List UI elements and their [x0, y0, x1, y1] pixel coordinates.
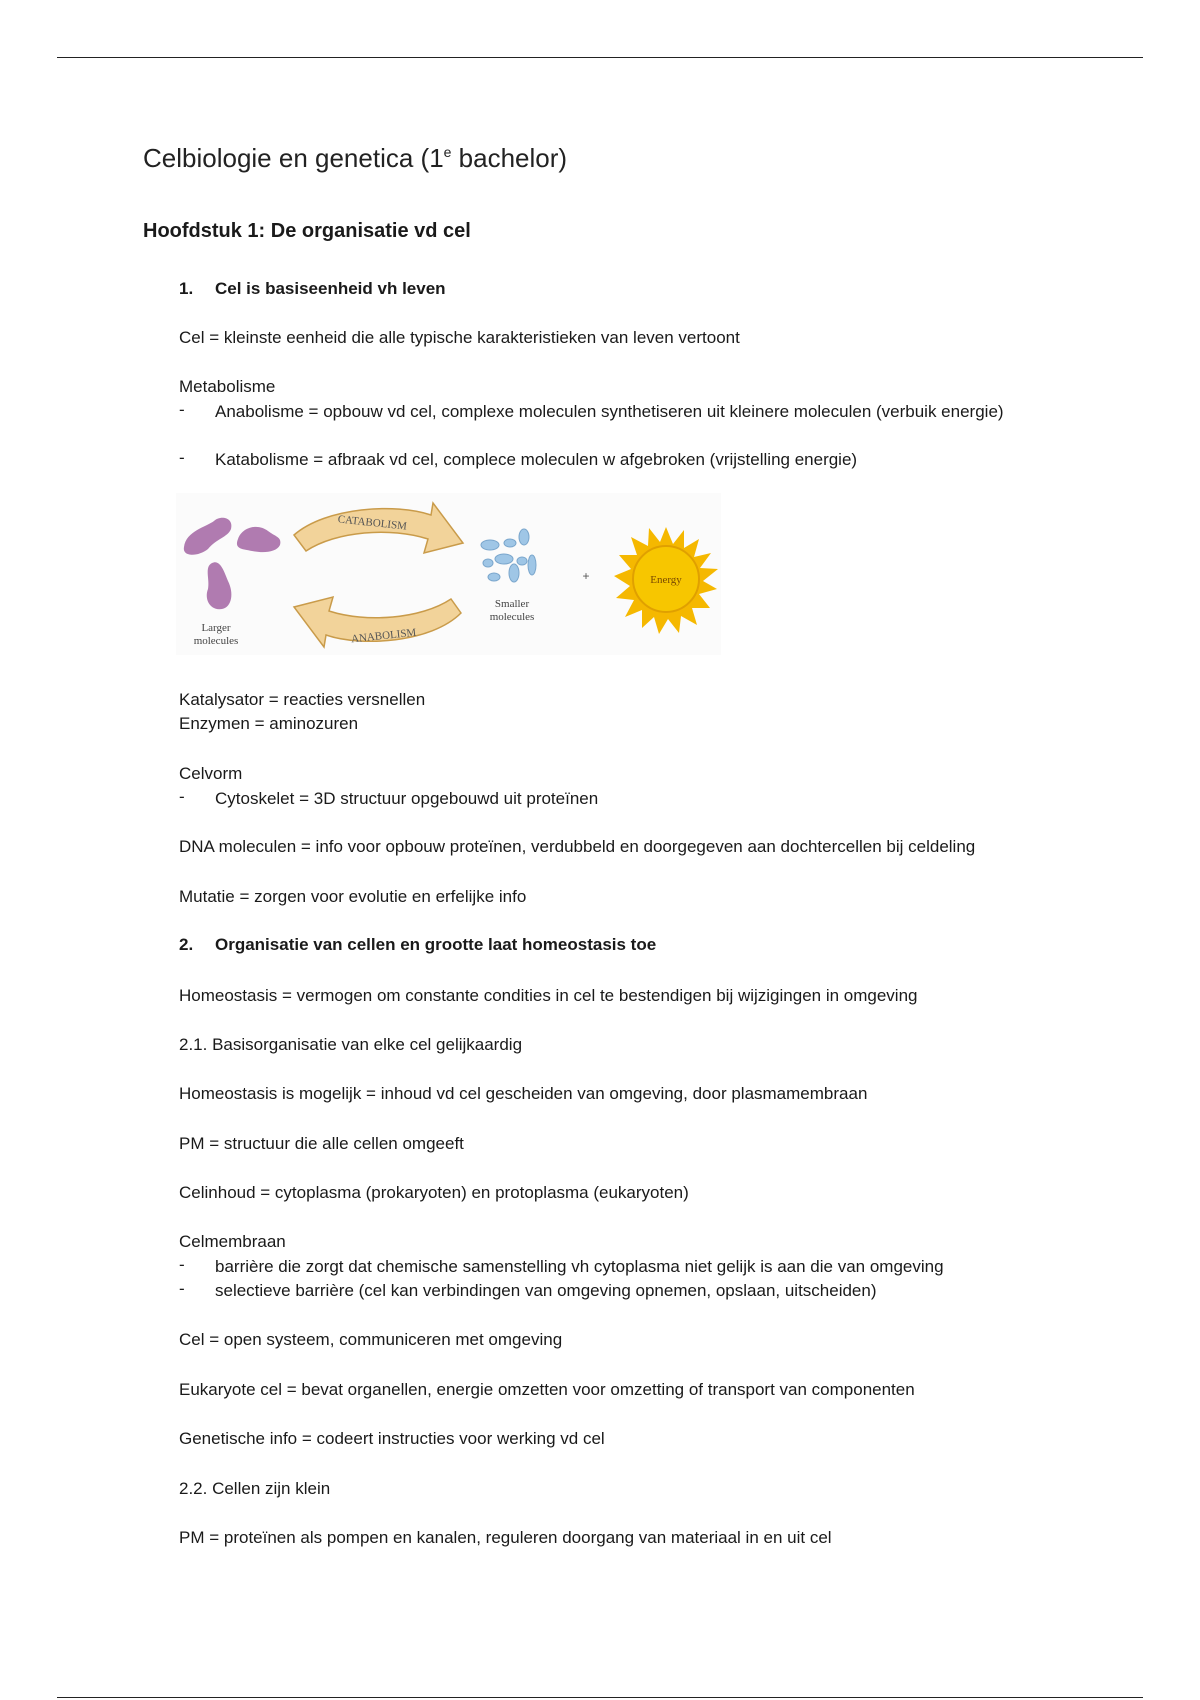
label-metabolisme: Metabolisme: [179, 377, 276, 396]
paragraph-open-systeem: Cel = open systeem, communiceren met omgeving: [179, 1330, 563, 1349]
larger-label-2: molecules: [193, 635, 239, 647]
paragraph-katalysator: Katalysator = reacties versnellen: [179, 690, 426, 709]
paragraph-pm: PM = structuur die alle cellen omgeeft: [179, 1134, 464, 1153]
paragraph-pm-proteinen: PM = proteïnen als pompen en kanalen, reguleren doorgang van materiaal in en uit cel: [179, 1528, 832, 1547]
label-celvorm: Celvorm: [179, 764, 243, 783]
larger-label-1: Larger: [201, 622, 231, 634]
bottom-rule: [57, 1697, 1143, 1698]
chapter-heading: Hoofdstuk 1: De organisatie vd cel: [143, 220, 471, 242]
energy-label: Energy: [650, 574, 682, 586]
list-item-barriere: - barrière die zorgt dat chemische samenstelling vh cytoplasma niet gelijk is aan die van omgeving: [179, 1255, 944, 1276]
paragraph-cel: Cel = kleinste eenheid die alle typische karakteristieken van leven vertoont: [179, 328, 740, 347]
smaller-label-2: molecules: [489, 611, 535, 623]
top-rule: [57, 57, 1143, 58]
anabolism-label: ANABOLISM: [350, 626, 417, 646]
document-title: Celbiologie en genetica (1e bachelor): [143, 143, 568, 173]
list-item-katabolisme: - Katabolisme = afbraak vd cel, complece moleculen w afgebroken (vrijstelling energie): [179, 448, 858, 469]
list-item-cytoskelet: - Cytoskelet = 3D structuur opgebouwd uit proteïnen: [179, 787, 599, 808]
metabolism-figure: [176, 493, 721, 655]
paragraph-enzymen: Enzymen = aminozuren: [179, 714, 359, 733]
paragraph-homeostasis: Homeostasis = vermogen om constante condities in cel te bestendigen bij wijzigingen in omgeving: [179, 986, 918, 1005]
subheading-2-2: 2.2. Cellen zijn klein: [179, 1479, 331, 1498]
paragraph-dna: DNA moleculen = info voor opbouw proteïnen, verdubbeld en doorgegeven aan dochtercellen bij celdeling: [179, 837, 976, 856]
list-item-anabolisme: - Anabolisme = opbouw vd cel, complexe moleculen synthetiseren uit kleinere moleculen (verbuik energie): [179, 400, 1004, 421]
paragraph-homeostasis-mogelijk: Homeostasis is mogelijk = inhoud vd cel gescheiden van omgeving, door plasmamembraan: [179, 1084, 868, 1103]
list-item-selectieve-barriere: - selectieve barrière (cel kan verbindingen van omgeving opnemen, opslaan, uitscheiden): [179, 1279, 877, 1300]
label-celmembraan: Celmembraan: [179, 1232, 286, 1251]
section-heading-2: 2. Organisatie van cellen en grootte laat homeostasis toe: [179, 935, 657, 954]
paragraph-genetische-info: Genetische info = codeert instructies voor werking vd cel: [179, 1429, 605, 1448]
subheading-2-1: 2.1. Basisorganisatie van elke cel gelijkaardig: [179, 1035, 523, 1054]
catabolism-label: CATABOLISM: [337, 513, 408, 533]
smaller-label-1: Smaller: [494, 598, 530, 610]
paragraph-celinhoud: Celinhoud = cytoplasma (prokaryoten) en protoplasma (eukaryoten): [179, 1183, 689, 1202]
section-heading-1: 1. Cel is basiseenheid vh leven: [179, 279, 446, 298]
paragraph-eukaryote: Eukaryote cel = bevat organellen, energie omzetten voor omzetting of transport van componenten: [179, 1380, 915, 1399]
paragraph-mutatie: Mutatie = zorgen voor evolutie en erfelijke info: [179, 887, 527, 906]
plus-sign: +: [582, 569, 590, 583]
